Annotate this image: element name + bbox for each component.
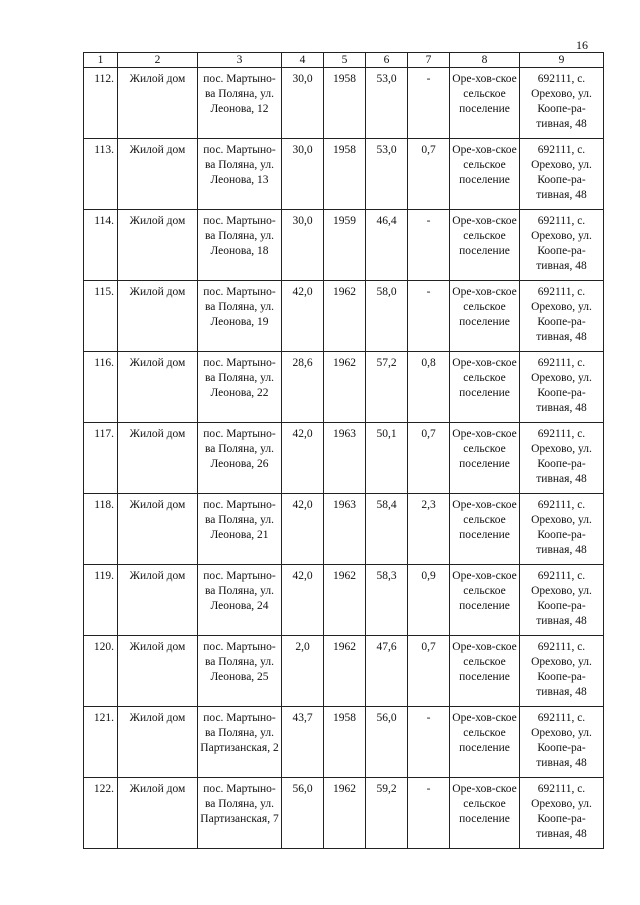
cell-value-4: 56,0 [282,778,324,849]
cell-year: 1958 [324,68,366,139]
cell-settlement: Оре-хов-ское сельское поселение [450,778,520,849]
cell-year: 1958 [324,139,366,210]
cell-value-6: 58,3 [366,565,408,636]
cell-year: 1959 [324,210,366,281]
table-row [84,139,604,210]
cell-value-7: - [408,707,450,778]
cell-value-4: 2,0 [282,636,324,707]
cell-object-type: Жилой дом [118,636,198,707]
cell-number: 114. [84,210,118,281]
cell-object-type: Жилой дом [118,565,198,636]
cell-value-4: 30,0 [282,210,324,281]
cell-number: 119. [84,565,118,636]
table-row [84,210,604,281]
cell-value-6: 57,2 [366,352,408,423]
cell-post-address: 692111, с. Орехово, ул. Коопе-ра-тивная, 48 [520,352,604,423]
table-row [84,636,604,707]
cell-value-7: - [408,68,450,139]
cell-year: 1962 [324,565,366,636]
column-header: 8 [450,53,520,68]
column-header: 9 [520,53,604,68]
cell-address: пос. Мартыно-ва Поляна, ул. Леонова, 13 [198,139,282,210]
cell-number: 117. [84,423,118,494]
cell-value-7: 0,9 [408,565,450,636]
cell-number: 121. [84,707,118,778]
cell-value-7: - [408,210,450,281]
cell-year: 1962 [324,352,366,423]
cell-value-6: 53,0 [366,68,408,139]
cell-value-7: 0,7 [408,423,450,494]
cell-post-address: 692111, с. Орехово, ул. Коопе-ра-тивная, 48 [520,565,604,636]
cell-address: пос. Мартыно-ва Поляна, ул. Леонова, 24 [198,565,282,636]
cell-value-4: 43,7 [282,707,324,778]
cell-object-type: Жилой дом [118,281,198,352]
cell-object-type: Жилой дом [118,707,198,778]
cell-value-4: 42,0 [282,494,324,565]
cell-address: пос. Мартыно-ва Поляна, ул. Леонова, 21 [198,494,282,565]
cell-value-6: 58,4 [366,494,408,565]
cell-post-address: 692111, с. Орехово, ул. Коопе-ра-тивная, 48 [520,210,604,281]
table-row [84,494,604,565]
table-row [84,565,604,636]
column-header: 5 [324,53,366,68]
cell-post-address: 692111, с. Орехово, ул. Коопе-ра-тивная, 48 [520,423,604,494]
cell-value-6: 47,6 [366,636,408,707]
table-row [84,778,604,849]
table-row [84,352,604,423]
column-header: 1 [84,53,118,68]
cell-post-address: 692111, с. Орехово, ул. Коопе-ра-тивная, 48 [520,281,604,352]
cell-value-7: 0,8 [408,352,450,423]
cell-post-address: 692111, с. Орехово, ул. Коопе-ра-тивная, 48 [520,707,604,778]
table-row [84,281,604,352]
cell-number: 122. [84,778,118,849]
cell-post-address: 692111, с. Орехово, ул. Коопе-ра-тивная, 48 [520,778,604,849]
cell-address: пос. Мартыно-ва Поляна, ул. Леонова, 26 [198,423,282,494]
table-header-row [84,53,604,68]
cell-object-type: Жилой дом [118,139,198,210]
cell-post-address: 692111, с. Орехово, ул. Коопе-ра-тивная, 48 [520,68,604,139]
cell-value-6: 56,0 [366,707,408,778]
cell-value-7: - [408,778,450,849]
cell-address: пос. Мартыно-ва Поляна, ул. Партизанская, 7 [198,778,282,849]
cell-number: 112. [84,68,118,139]
cell-settlement: Оре-хов-ское сельское поселение [450,636,520,707]
cell-year: 1963 [324,494,366,565]
cell-address: пос. Мартыно-ва Поляна, ул. Леонова, 22 [198,352,282,423]
cell-object-type: Жилой дом [118,210,198,281]
cell-settlement: Оре-хов-ское сельское поселение [450,707,520,778]
table-row [84,707,604,778]
column-header: 3 [198,53,282,68]
cell-post-address: 692111, с. Орехово, ул. Коопе-ра-тивная, 48 [520,139,604,210]
cell-settlement: Оре-хов-ское сельское поселение [450,494,520,565]
cell-address: пос. Мартыно-ва Поляна, ул. Леонова, 19 [198,281,282,352]
cell-year: 1963 [324,423,366,494]
cell-year: 1958 [324,707,366,778]
table-row [84,68,604,139]
cell-settlement: Оре-хов-ское сельское поселение [450,68,520,139]
cell-address: пос. Мартыно-ва Поляна, ул. Леонова, 25 [198,636,282,707]
property-table [83,52,604,849]
cell-value-4: 42,0 [282,423,324,494]
cell-value-4: 30,0 [282,68,324,139]
cell-address: пос. Мартыно-ва Поляна, ул. Леонова, 18 [198,210,282,281]
column-header: 6 [366,53,408,68]
cell-settlement: Оре-хов-ское сельское поселение [450,210,520,281]
cell-object-type: Жилой дом [118,352,198,423]
cell-address: пос. Мартыно-ва Поляна, ул. Партизанская, 2 [198,707,282,778]
cell-value-6: 59,2 [366,778,408,849]
cell-value-4: 28,6 [282,352,324,423]
cell-post-address: 692111, с. Орехово, ул. Коопе-ра-тивная, 48 [520,636,604,707]
cell-number: 115. [84,281,118,352]
cell-value-6: 50,1 [366,423,408,494]
cell-settlement: Оре-хов-ское сельское поселение [450,565,520,636]
cell-year: 1962 [324,281,366,352]
cell-object-type: Жилой дом [118,494,198,565]
column-header: 7 [408,53,450,68]
cell-value-7: 0,7 [408,139,450,210]
cell-value-7: 2,3 [408,494,450,565]
cell-year: 1962 [324,778,366,849]
cell-value-4: 30,0 [282,139,324,210]
cell-value-6: 53,0 [366,139,408,210]
cell-value-6: 46,4 [366,210,408,281]
cell-object-type: Жилой дом [118,778,198,849]
cell-settlement: Оре-хов-ское сельское поселение [450,423,520,494]
cell-value-4: 42,0 [282,281,324,352]
table-row [84,423,604,494]
column-header: 2 [118,53,198,68]
page-number: 16 [576,38,588,52]
cell-number: 120. [84,636,118,707]
cell-value-7: - [408,281,450,352]
cell-settlement: Оре-хов-ское сельское поселение [450,281,520,352]
cell-object-type: Жилой дом [118,68,198,139]
cell-number: 116. [84,352,118,423]
cell-post-address: 692111, с. Орехово, ул. Коопе-ра-тивная, 48 [520,494,604,565]
cell-value-4: 42,0 [282,565,324,636]
cell-settlement: Оре-хов-ское сельское поселение [450,139,520,210]
cell-object-type: Жилой дом [118,423,198,494]
cell-value-7: 0,7 [408,636,450,707]
cell-number: 118. [84,494,118,565]
cell-year: 1962 [324,636,366,707]
cell-address: пос. Мартыно-ва Поляна, ул. Леонова, 12 [198,68,282,139]
column-header: 4 [282,53,324,68]
cell-number: 113. [84,139,118,210]
cell-value-6: 58,0 [366,281,408,352]
cell-settlement: Оре-хов-ское сельское поселение [450,352,520,423]
